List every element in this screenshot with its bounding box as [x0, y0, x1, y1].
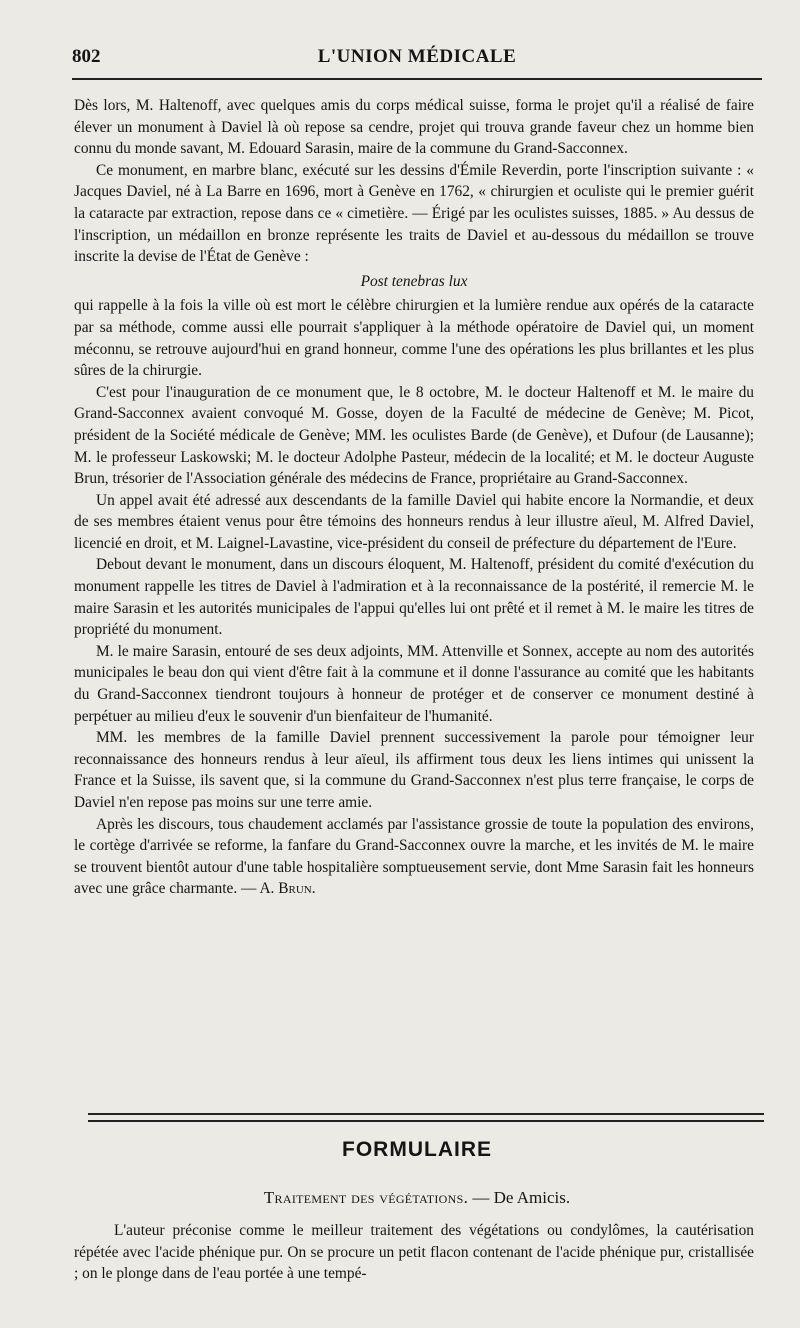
signature-name: Brun. [278, 880, 316, 898]
section-divider [88, 1113, 764, 1122]
paragraph: Debout devant le monument, dans un discours éloquent, M. Haltenoff, président du comité d'exécution du monument rappelle les titres de Daviel à l'admiration et à la reconnaissance de la postérité, il remercie M. le maire Sarasin et les autorités municipales de l'appui qu'elles lui ont prêté et il remet à M. le maire les titres de propriété du monument. [74, 556, 754, 639]
paragraph: qui rappelle à la fois la ville où est mort le célèbre chirurgien et la lumière rendue aux opérés de la cataracte par sa méthode, comme aussi elle pourrait s'appliquer à la méthode opératoire de Daviel qui, un moment méconnu, se retrouve aujourd'hui en grand honneur, comme l'une des opérations les plus brillantes et les plus sûres de la chirurgie. [74, 297, 754, 380]
paragraph: C'est pour l'inauguration de ce monument que, le 8 octobre, M. le docteur Haltenoff et M. le maire du Grand-Sacconnex avaient convoqué M. Gosse, doyen de la Faculté de médecine de Genève; M. Picot, président de la Société médicale de Genève; MM. les oculistes Barde (de Genève), et Dufour (de Lausanne); M. le professeur Laskowski; M. le docteur Adolphe Pasteur, médecin de la localité; et M. le docteur Auguste Brun, trésorier de l'Association générale des médecins de France, propriétaire au Grand-Sacconnex. [74, 383, 754, 488]
subsection-author: — De Amicis. [468, 1188, 571, 1207]
paragraph: Dès lors, M. Haltenoff, avec quelques amis du corps médical suisse, forma le projet qu'il a réalisé de faire élever un monument à Daviel là où repose sa cendre, projet qui trouva grande faveur chez un homme bien connu du monde savant, M. Edouard Sarasin, maire de la commune du Grand-Sacconnex. [74, 97, 754, 158]
page-number: 802 [72, 46, 101, 67]
paragraph: Un appel avait été adressé aux descendants de la famille Daviel qui habite encore la Normandie, et deux de ses membres étaient venus pour être témoins des honneurs rendus à leur illustre aïeul, M. Alfred Daviel, licencié en droit, et M. Laignel-Lavastine, vice-président du conseil de préfecture du département de l'Eure. [74, 491, 754, 552]
subsection-heading: Traitement des végétations. [263, 1188, 469, 1207]
section-title: FORMULAIRE [342, 1138, 492, 1161]
paragraph: MM. les membres de la famille Daviel prennent successivement la parole pour témoigner leur reconnaissance des honneurs rendus à leur aïeul, ils affirment tous deux les liens intimes qui unissent la France et la Suisse, ils savent que, si la commune du Grand-Sacconnex n'est plus terre française, le corps de Daviel n'en repose pas moins sur une terre amie. [74, 729, 754, 811]
motto: Post tenebras lux [360, 272, 468, 290]
paragraph [74, 814, 754, 900]
page-header [72, 44, 762, 74]
formulaire-body [74, 1220, 754, 1285]
running-title: L'UNION MÉDICALE [317, 46, 517, 67]
paragraph: M. le maire Sarasin, entouré de ses deux adjoints, MM. Attenville et Sonnex, accepte au nom des autorités municipales le beau don qui vient d'être fait à la commune et il donne l'assurance au comité que les habitants du Grand-Sacconnex tiendront toujours à honneur de protéger et de conserver ce monument destiné à perpétuer au milieu d'eux le souvenir d'un bienfaiteur de l'humanité. [74, 642, 754, 725]
paragraph-text: Après les discours, tous chaudement acclamés par l'assistance grossie de toute la population des environs, le cortège d'arrivée se reforme, la fanfare du Grand-Sacconnex ouvre la marche, et les invités de M. le maire se trouvent bientôt autour d'une table hospitalière somptueusement servie, dont Mme Sarasin fait les honneurs avec une grâce charmante. — A. [74, 815, 754, 898]
paragraph: L'auteur préconise comme le meilleur traitement des végétations ou condylômes, la cautérisation répétée avec l'acide phénique pur. On se procure un petit flacon contenant de l'acide phénique pur, cristallisée ; on le plonge dans de l'eau portée à une tempé- [74, 1222, 754, 1283]
header-rule [72, 78, 762, 80]
paragraph: Ce monument, en marbre blanc, exécuté sur les dessins d'Émile Reverdin, porte l'inscription suivante : « Jacques Daviel, né à La Barre en 1696, mort à Genève en 1762, « chirurgien et oculiste qui le premier guérit la cataracte par extraction, repose dans ce « cimetière. — Érigé par les oculistes suisses, 1885. » Au dessus de l'inscription, un médaillon en bronze représente les traits de Daviel et au-dessous du médaillon se trouve inscrite la devise de l'État de Genève : [74, 161, 754, 266]
article-body [74, 95, 754, 900]
subsection-title [72, 1188, 762, 1208]
